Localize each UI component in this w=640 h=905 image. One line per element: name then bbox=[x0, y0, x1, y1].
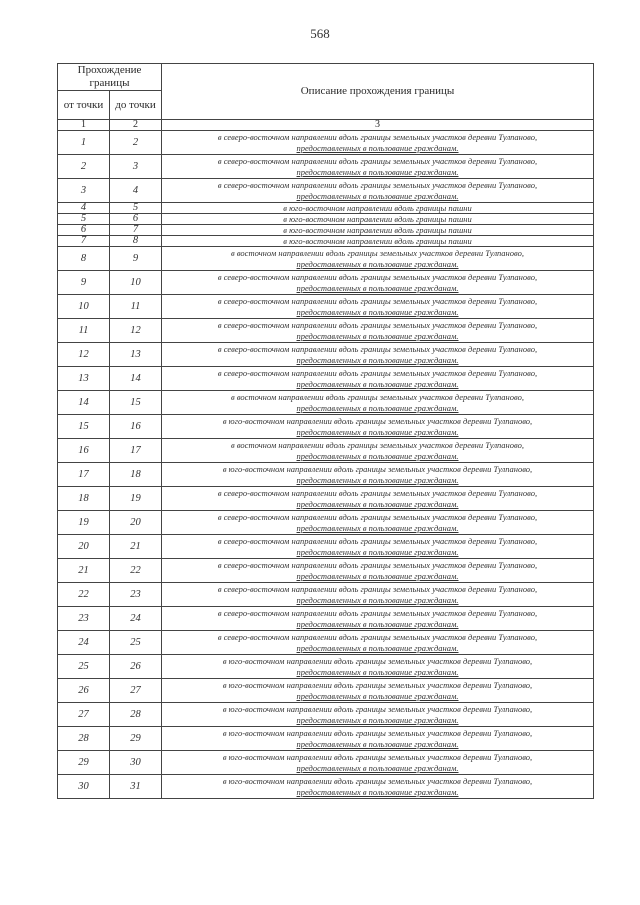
description-cell bbox=[162, 463, 594, 487]
to-point-cell: 19 bbox=[110, 487, 162, 511]
to-point-cell: 29 bbox=[110, 727, 162, 751]
description-line-1: в восточном направлении вдоль границы земельных участков деревни Тулпаново, bbox=[231, 439, 524, 450]
to-point-cell: 27 bbox=[110, 679, 162, 703]
description-line-1: в юго-восточном направлении вдоль границы пашни bbox=[283, 214, 472, 224]
description-line-2: предоставленных в пользование гражданам. bbox=[296, 714, 459, 725]
description-line-1: в северо-восточном направлении вдоль границы земельных участков деревни Тулпаново, bbox=[217, 319, 538, 330]
description-line-2: предоставленных в пользование гражданам. bbox=[296, 282, 459, 293]
from-point-cell: 21 bbox=[58, 559, 110, 583]
description-cell bbox=[162, 319, 594, 343]
description-line-2: предоставленных в пользование гражданам. bbox=[296, 426, 459, 437]
description-cell bbox=[162, 415, 594, 439]
table-row bbox=[58, 367, 594, 391]
to-point-cell: 31 bbox=[110, 775, 162, 799]
description-cell bbox=[162, 131, 594, 155]
header-boundary-description: Описание прохождения границы bbox=[162, 64, 594, 120]
description-cell bbox=[162, 631, 594, 655]
table-row bbox=[58, 214, 594, 225]
column-number-1: 1 bbox=[58, 120, 110, 131]
table-row bbox=[58, 391, 594, 415]
description-line-1: в юго-восточном направлении вдоль границы земельных участков деревни Тулпаново, bbox=[222, 751, 533, 762]
from-point-cell: 27 bbox=[58, 703, 110, 727]
table-row bbox=[58, 179, 594, 203]
page-number: 568 bbox=[310, 26, 330, 41]
table-row bbox=[58, 343, 594, 367]
from-point-cell: 28 bbox=[58, 727, 110, 751]
description-line-2: предоставленных в пользование гражданам. bbox=[296, 190, 459, 201]
from-point-cell: 23 bbox=[58, 607, 110, 631]
description-line-2: предоставленных в пользование гражданам. bbox=[296, 786, 459, 797]
table-row bbox=[58, 511, 594, 535]
description-cell bbox=[162, 343, 594, 367]
to-point-cell: 12 bbox=[110, 319, 162, 343]
from-point-cell: 2 bbox=[58, 155, 110, 179]
description-line-1: в северо-восточном направлении вдоль границы земельных участков деревни Тулпаново, bbox=[217, 367, 538, 378]
table-row bbox=[58, 487, 594, 511]
description-cell bbox=[162, 583, 594, 607]
from-point-cell: 29 bbox=[58, 751, 110, 775]
description-line-1: в северо-восточном направлении вдоль границы земельных участков деревни Тулпаново, bbox=[217, 631, 538, 642]
to-point-cell: 15 bbox=[110, 391, 162, 415]
to-point-cell: 16 bbox=[110, 415, 162, 439]
from-point-cell: 7 bbox=[58, 236, 110, 247]
table-row bbox=[58, 271, 594, 295]
to-point-cell: 18 bbox=[110, 463, 162, 487]
table-row bbox=[58, 415, 594, 439]
table-row bbox=[58, 679, 594, 703]
description-line-2: предоставленных в пользование гражданам. bbox=[296, 474, 459, 485]
description-line-2: предоставленных в пользование гражданам. bbox=[296, 762, 459, 773]
description-cell bbox=[162, 655, 594, 679]
description-line-1: в северо-восточном направлении вдоль границы земельных участков деревни Тулпаново, bbox=[217, 155, 538, 166]
from-point-cell: 6 bbox=[58, 225, 110, 236]
description-line-2: предоставленных в пользование гражданам. bbox=[296, 166, 459, 177]
to-point-cell: 25 bbox=[110, 631, 162, 655]
description-cell bbox=[162, 703, 594, 727]
description-cell bbox=[162, 203, 594, 214]
description-line-1: в юго-восточном направлении вдоль границы земельных участков деревни Тулпаново, bbox=[222, 679, 533, 690]
to-point-cell: 23 bbox=[110, 583, 162, 607]
from-point-cell: 20 bbox=[58, 535, 110, 559]
description-cell bbox=[162, 559, 594, 583]
to-point-cell: 22 bbox=[110, 559, 162, 583]
description-line-2: предоставленных в пользование гражданам. bbox=[296, 402, 459, 413]
to-point-cell: 8 bbox=[110, 236, 162, 247]
description-cell bbox=[162, 487, 594, 511]
description-line-2: предоставленных в пользование гражданам. bbox=[296, 522, 459, 533]
description-line-1: в северо-восточном направлении вдоль границы земельных участков деревни Тулпаново, bbox=[217, 271, 538, 282]
to-point-cell: 3 bbox=[110, 155, 162, 179]
to-point-cell: 9 bbox=[110, 247, 162, 271]
description-line-2: предоставленных в пользование гражданам. bbox=[296, 142, 459, 153]
description-cell bbox=[162, 367, 594, 391]
from-point-cell: 15 bbox=[58, 415, 110, 439]
description-line-1: в северо-восточном направлении вдоль границы земельных участков деревни Тулпаново, bbox=[217, 343, 538, 354]
description-line-1: в северо-восточном направлении вдоль границы земельных участков деревни Тулпаново, bbox=[217, 487, 538, 498]
description-line-1: в северо-восточном направлении вдоль границы земельных участков деревни Тулпаново, bbox=[217, 131, 538, 142]
description-cell bbox=[162, 295, 594, 319]
table-row bbox=[58, 631, 594, 655]
description-line-2: предоставленных в пользование гражданам. bbox=[296, 330, 459, 341]
to-point-cell: 28 bbox=[110, 703, 162, 727]
description-cell bbox=[162, 511, 594, 535]
from-point-cell: 11 bbox=[58, 319, 110, 343]
description-line-1: в юго-восточном направлении вдоль границы земельных участков деревни Тулпаново, bbox=[222, 655, 533, 666]
description-cell bbox=[162, 179, 594, 203]
from-point-cell: 5 bbox=[58, 214, 110, 225]
to-point-cell: 13 bbox=[110, 343, 162, 367]
boundary-table bbox=[57, 63, 594, 799]
description-line-1: в юго-восточном направлении вдоль границы земельных участков деревни Тулпаново, bbox=[222, 727, 533, 738]
from-point-cell: 4 bbox=[58, 203, 110, 214]
to-point-cell: 6 bbox=[110, 214, 162, 225]
column-number-2: 2 bbox=[110, 120, 162, 131]
header-from-point: от точки bbox=[58, 91, 110, 120]
description-line-2: предоставленных в пользование гражданам. bbox=[296, 738, 459, 749]
column-number-3: 3 bbox=[162, 120, 594, 131]
description-line-1: в юго-восточном направлении вдоль границы пашни bbox=[283, 225, 472, 235]
from-point-cell: 17 bbox=[58, 463, 110, 487]
description-cell bbox=[162, 247, 594, 271]
header-boundary-passage: Прохождение границы bbox=[58, 64, 162, 91]
description-line-1: в северо-восточном направлении вдоль границы земельных участков деревни Тулпаново, bbox=[217, 583, 538, 594]
description-cell bbox=[162, 775, 594, 799]
description-cell bbox=[162, 727, 594, 751]
from-point-cell: 19 bbox=[58, 511, 110, 535]
table-row bbox=[58, 155, 594, 179]
description-line-2: предоставленных в пользование гражданам. bbox=[296, 378, 459, 389]
description-cell bbox=[162, 271, 594, 295]
description-line-2: предоставленных в пользование гражданам. bbox=[296, 354, 459, 365]
description-line-1: в северо-восточном направлении вдоль границы земельных участков деревни Тулпаново, bbox=[217, 559, 538, 570]
table-row bbox=[58, 559, 594, 583]
description-line-1: в юго-восточном направлении вдоль границы пашни bbox=[283, 236, 472, 246]
from-point-cell: 24 bbox=[58, 631, 110, 655]
table-row bbox=[58, 655, 594, 679]
description-line-1: в юго-восточном направлении вдоль границы земельных участков деревни Тулпаново, bbox=[222, 775, 533, 786]
description-cell bbox=[162, 535, 594, 559]
from-point-cell: 12 bbox=[58, 343, 110, 367]
description-line-1: в юго-восточном направлении вдоль границы пашни bbox=[283, 203, 472, 213]
table-row bbox=[58, 439, 594, 463]
description-cell bbox=[162, 439, 594, 463]
table-row bbox=[58, 703, 594, 727]
from-point-cell: 3 bbox=[58, 179, 110, 203]
to-point-cell: 24 bbox=[110, 607, 162, 631]
description-line-1: в восточном направлении вдоль границы земельных участков деревни Тулпаново, bbox=[231, 247, 524, 258]
to-point-cell: 14 bbox=[110, 367, 162, 391]
to-point-cell: 20 bbox=[110, 511, 162, 535]
description-cell bbox=[162, 155, 594, 179]
table-row bbox=[58, 203, 594, 214]
to-point-cell: 30 bbox=[110, 751, 162, 775]
table-row bbox=[58, 131, 594, 155]
description-line-1: в восточном направлении вдоль границы земельных участков деревни Тулпаново, bbox=[231, 391, 524, 402]
header-to-point: до точки bbox=[110, 91, 162, 120]
table-row bbox=[58, 319, 594, 343]
description-line-1: в северо-восточном направлении вдоль границы земельных участков деревни Тулпаново, bbox=[217, 511, 538, 522]
from-point-cell: 8 bbox=[58, 247, 110, 271]
table-row bbox=[58, 607, 594, 631]
from-point-cell: 22 bbox=[58, 583, 110, 607]
description-line-1: в северо-восточном направлении вдоль границы земельных участков деревни Тулпаново, bbox=[217, 295, 538, 306]
description-cell bbox=[162, 391, 594, 415]
table-row bbox=[58, 247, 594, 271]
from-point-cell: 16 bbox=[58, 439, 110, 463]
from-point-cell: 1 bbox=[58, 131, 110, 155]
description-cell bbox=[162, 236, 594, 247]
table-row bbox=[58, 225, 594, 236]
description-line-2: предоставленных в пользование гражданам. bbox=[296, 258, 459, 269]
description-cell bbox=[162, 225, 594, 236]
description-line-2: предоставленных в пользование гражданам. bbox=[296, 690, 459, 701]
to-point-cell: 10 bbox=[110, 271, 162, 295]
table-row bbox=[58, 535, 594, 559]
table-row bbox=[58, 236, 594, 247]
description-line-1: в юго-восточном направлении вдоль границы земельных участков деревни Тулпаново, bbox=[222, 415, 533, 426]
table-row bbox=[58, 463, 594, 487]
from-point-cell: 25 bbox=[58, 655, 110, 679]
description-line-2: предоставленных в пользование гражданам. bbox=[296, 306, 459, 317]
description-cell bbox=[162, 214, 594, 225]
description-line-1: в северо-восточном направлении вдоль границы земельных участков деревни Тулпаново, bbox=[217, 535, 538, 546]
description-line-2: предоставленных в пользование гражданам. bbox=[296, 618, 459, 629]
description-cell bbox=[162, 751, 594, 775]
to-point-cell: 7 bbox=[110, 225, 162, 236]
table-row bbox=[58, 751, 594, 775]
from-point-cell: 10 bbox=[58, 295, 110, 319]
from-point-cell: 14 bbox=[58, 391, 110, 415]
to-point-cell: 5 bbox=[110, 203, 162, 214]
description-line-2: предоставленных в пользование гражданам. bbox=[296, 666, 459, 677]
description-line-1: в северо-восточном направлении вдоль границы земельных участков деревни Тулпаново, bbox=[217, 607, 538, 618]
description-cell bbox=[162, 607, 594, 631]
description-line-2: предоставленных в пользование гражданам. bbox=[296, 594, 459, 605]
description-line-2: предоставленных в пользование гражданам. bbox=[296, 642, 459, 653]
to-point-cell: 11 bbox=[110, 295, 162, 319]
to-point-cell: 21 bbox=[110, 535, 162, 559]
description-line-1: в юго-восточном направлении вдоль границы земельных участков деревни Тулпаново, bbox=[222, 463, 533, 474]
from-point-cell: 9 bbox=[58, 271, 110, 295]
description-cell bbox=[162, 679, 594, 703]
description-line-2: предоставленных в пользование гражданам. bbox=[296, 546, 459, 557]
table-row bbox=[58, 775, 594, 799]
from-point-cell: 18 bbox=[58, 487, 110, 511]
description-line-1: в юго-восточном направлении вдоль границы земельных участков деревни Тулпаново, bbox=[222, 703, 533, 714]
table-row bbox=[58, 295, 594, 319]
to-point-cell: 2 bbox=[110, 131, 162, 155]
to-point-cell: 4 bbox=[110, 179, 162, 203]
to-point-cell: 17 bbox=[110, 439, 162, 463]
table-row bbox=[58, 727, 594, 751]
description-line-2: предоставленных в пользование гражданам. bbox=[296, 450, 459, 461]
to-point-cell: 26 bbox=[110, 655, 162, 679]
description-line-2: предоставленных в пользование гражданам. bbox=[296, 498, 459, 509]
table-body bbox=[58, 131, 594, 799]
from-point-cell: 13 bbox=[58, 367, 110, 391]
from-point-cell: 30 bbox=[58, 775, 110, 799]
table-row bbox=[58, 583, 594, 607]
description-line-2: предоставленных в пользование гражданам. bbox=[296, 570, 459, 581]
description-line-1: в северо-восточном направлении вдоль границы земельных участков деревни Тулпаново, bbox=[217, 179, 538, 190]
from-point-cell: 26 bbox=[58, 679, 110, 703]
